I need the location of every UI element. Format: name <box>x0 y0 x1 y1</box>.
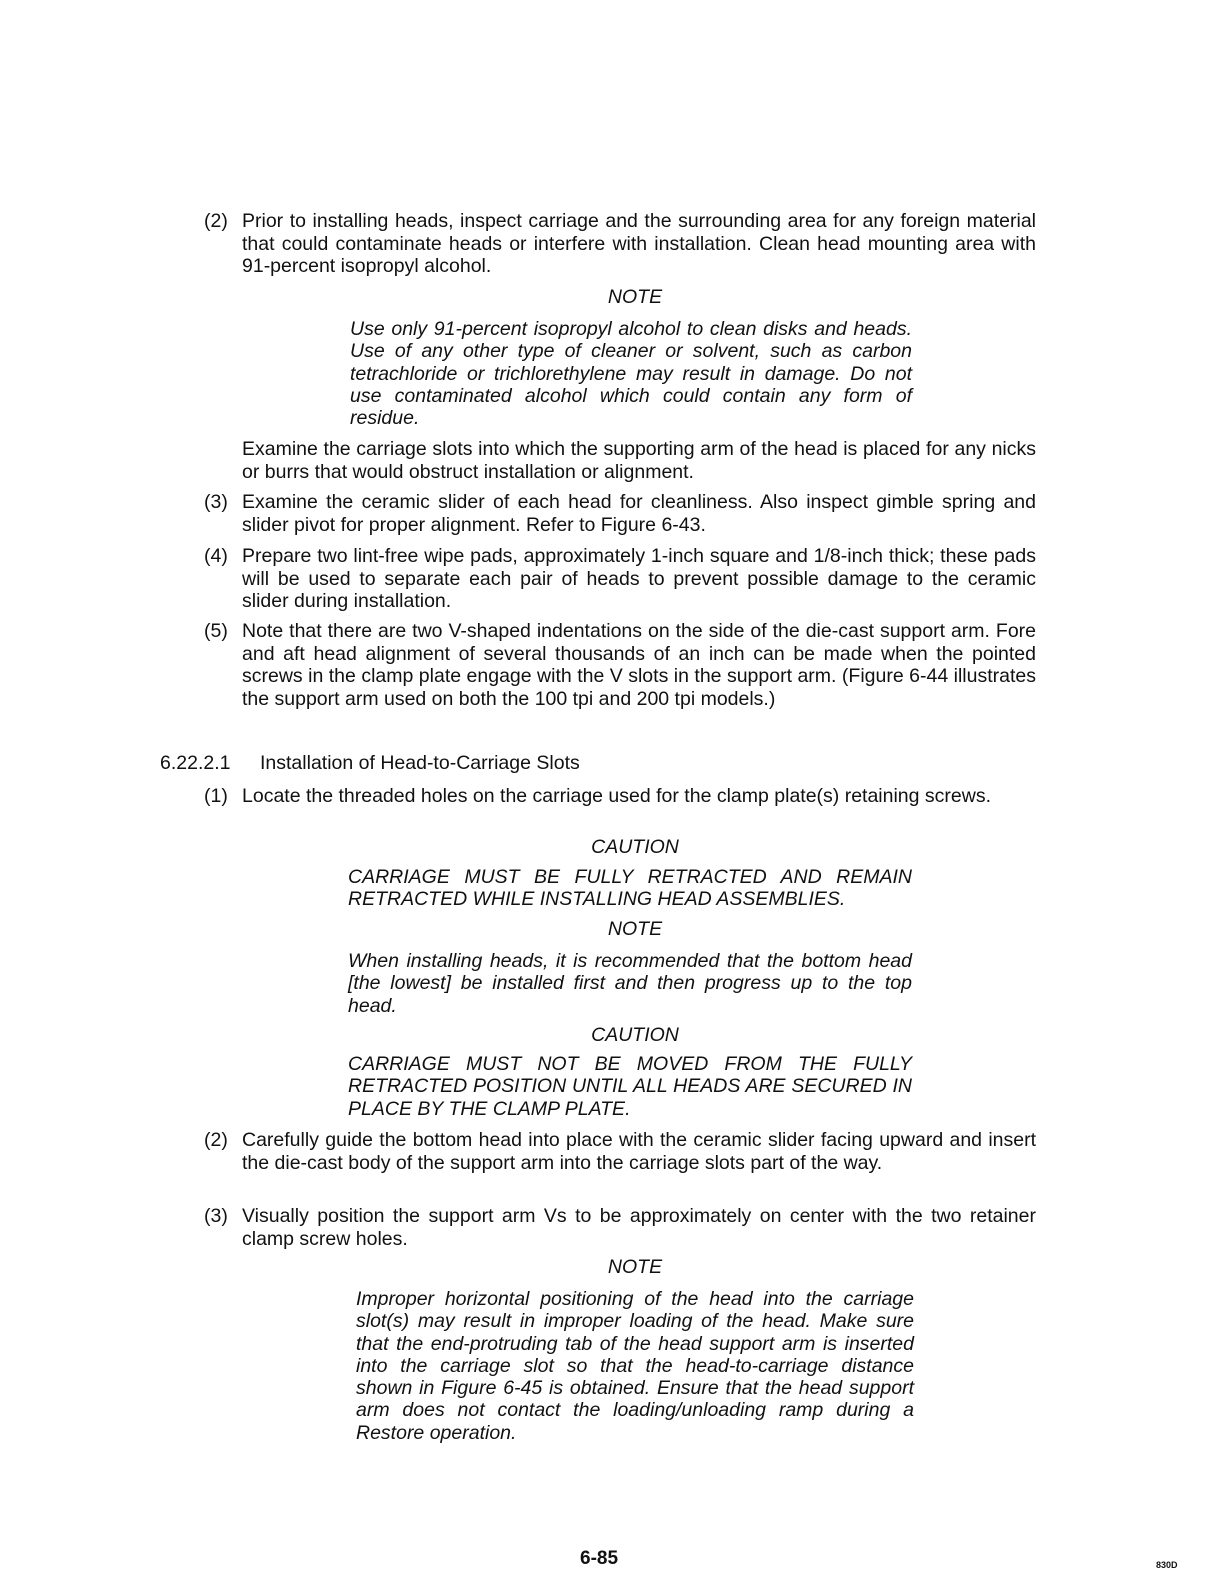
caution-2-title: CAUTION <box>591 1024 679 1046</box>
caution-1-body: CARRIAGE MUST BE FULLY RETRACTED AND REMAIN RETRACTED WHILE INSTALLING HEAD ASSEMBLIES. <box>348 866 912 911</box>
step-text: Prepare two lint-free wipe pads, approximately 1-inch square and 1/8-inch thick; these pads will be used to separate each pair of heads to prevent possible damage to the ceramic slider during installation. <box>242 545 1036 612</box>
section-title: Installation of Head-to-Carriage Slots <box>260 752 580 774</box>
step-text: Examine the ceramic slider of each head for cleanliness. Also inspect gimble spring and slider pivot for proper alignment. Refer to Figure 6-43. <box>242 491 1036 536</box>
note-3-body: Improper horizontal positioning of the head into the carriage slot(s) may result in improper loading of the head. Make sure that the end-protruding tab of the head support arm is inserted into the carriage slot so that the head-to-carriage distance shown in Figure 6-45 is obtained. Ensure that the head support arm does not contact the loading/unloading ramp during a Restore operation. <box>356 1288 914 1444</box>
note-1-title: NOTE <box>607 286 663 308</box>
examine-paragraph: Examine the carriage slots into which the supporting arm of the head is placed for any nicks or burrs that would obstruct installation or alignment. <box>242 438 1036 483</box>
step-text: Note that there are two V-shaped indentations on the side of the die-cast support arm. Fore and aft head alignment of several thousands of an inch can be made when the pointed screws in the clamp plate engage with the V slots in the support arm. (Figure 6-44 illustrates the support arm used on both the 100 tpi and 200 tpi models.) <box>242 620 1036 710</box>
note-1-body: Use only 91-percent isopropyl alcohol to clean disks and heads. Use of any other type of cleaner or solvent, such as carbon tetrachloride or trichlorethylene may result in damage. Do not use contaminated alcohol which could contain any form of residue. <box>350 318 912 430</box>
step-number: (5) <box>204 620 228 642</box>
caution-2-body: CARRIAGE MUST NOT BE MOVED FROM THE FULLY RETRACTED POSITION UNTIL ALL HEADS ARE SECURED IN PLACE BY THE CLAMP PLATE. <box>348 1053 912 1120</box>
page-number: 6-85 <box>580 1548 619 1569</box>
document-code: 830D <box>1156 1560 1178 1570</box>
step-number: (2) <box>204 210 228 232</box>
note-2-title: NOTE <box>607 918 663 940</box>
step-text: Locate the threaded holes on the carriage used for the clamp plate(s) retaining screws. <box>242 785 992 807</box>
step-4-wipe-pads <box>204 545 1036 613</box>
step-1-threaded-holes <box>204 785 1036 808</box>
step-text: Carefully guide the bottom head into place with the ceramic slider facing upward and insert the die-cast body of the support arm into the carriage slots part of the way. <box>242 1129 1036 1174</box>
step-number: (4) <box>204 545 228 567</box>
step-text: Prior to installing heads, inspect carriage and the surrounding area for any foreign material that could contaminate heads or interfere with installation. Clean head mounting area with 91-percent isopropyl alcohol. <box>242 210 1036 277</box>
step-2-guide-bottom-head <box>204 1129 1036 1174</box>
step-5-v-indentations <box>204 620 1036 710</box>
step-number: (3) <box>204 491 228 513</box>
section-heading <box>160 752 580 775</box>
note-2-body: When installing heads, it is recommended that the bottom head [the lowest] be installed first and then progress up to the top head. <box>348 950 912 1017</box>
step-number: (3) <box>204 1205 228 1227</box>
step-number: (1) <box>204 785 228 807</box>
step-3-position-support-arm <box>204 1205 1036 1250</box>
step-3-ceramic-slider <box>204 491 1036 536</box>
step-number: (2) <box>204 1129 228 1151</box>
note-3-title: NOTE <box>607 1256 663 1278</box>
caution-1-title: CAUTION <box>591 836 679 858</box>
step-2-inspect-carriage <box>204 210 1036 278</box>
section-number: 6.22.2.1 <box>160 752 231 774</box>
step-text: Visually position the support arm Vs to be approximately on center with the two retainer clamp screw holes. <box>242 1205 1036 1250</box>
